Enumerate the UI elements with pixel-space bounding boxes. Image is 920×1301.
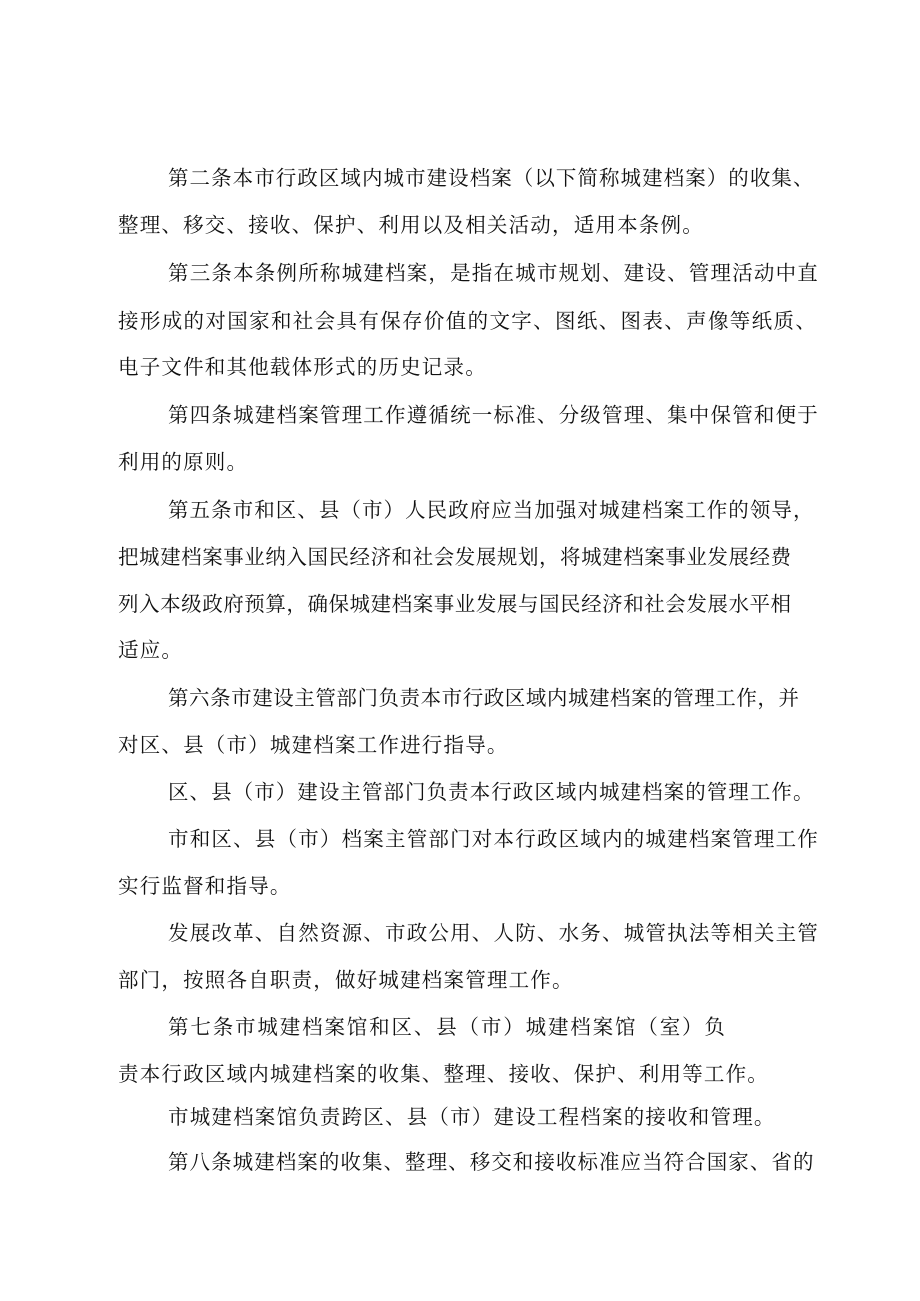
- article-7-line-2: 责本行政区域内城建档案的收集、整理、接收、保护、利用等工作。: [118, 1062, 769, 1086]
- article-5-line-1: 第五条市和区、县（市）人民政府应当加强对城建档案工作的领导，: [168, 498, 815, 522]
- article-3-line-1: 第三条本条例所称城建档案，是指在城市规划、建设、管理活动中直: [168, 261, 819, 285]
- article-6-para-2-line-1: 区、县（市）建设主管部门负责本行政区域内城建档案的管理工作。: [168, 780, 815, 804]
- article-7-para-2-line-1: 市城建档案馆负责跨区、县（市）建设工程档案的接收和管理。: [168, 1105, 776, 1129]
- article-5-line-3: 列入本级政府预算，确保城建档案事业发展与国民经济和社会发展水平相: [118, 592, 792, 616]
- article-8-line-1: 第八条城建档案的收集、整理、移交和接收标准应当符合国家、省的: [168, 1150, 815, 1174]
- article-6-para-4-line-2: 部门，按照各自职责，做好城建档案管理工作。: [118, 968, 574, 992]
- article-6-para-4-line-1: 发展改革、自然资源、市政公用、人防、水务、城管执法等相关主管: [168, 921, 819, 945]
- article-2-line-1: 第二条本市行政区域内城市建设档案（以下简称城建档案）的收集、: [168, 166, 815, 190]
- article-3-line-3: 电子文件和其他载体形式的历史记录。: [118, 355, 487, 379]
- article-4-line-2: 利用的原则。: [118, 450, 249, 474]
- article-3-line-2: 接形成的对国家和社会具有保存价值的文字、图纸、图表、声像等纸质、: [118, 309, 818, 333]
- article-5-line-4: 适应。: [118, 638, 184, 662]
- article-6-line-1: 第六条市建设主管部门负责本市行政区域内城建档案的管理工作，并: [168, 686, 800, 710]
- article-7-line-1: 第七条市城建档案馆和区、县（市）城建档案馆（室）负: [168, 1015, 727, 1039]
- article-4-line-1: 第四条城建档案管理工作遵循统一标准、分级管理、集中保管和便于: [168, 403, 819, 427]
- article-6-para-3-line-1: 市和区、县（市）档案主管部门对本行政区域内的城建档案管理工作: [168, 827, 819, 851]
- article-6-line-2: 对区、县（市）城建档案工作进行指导。: [118, 733, 509, 757]
- article-6-para-3-line-2: 实行监督和指导。: [118, 874, 292, 898]
- article-5-line-2: 把城建档案事业纳入国民经济和社会发展规划，将城建档案事业发展经费: [118, 545, 792, 569]
- article-2-line-2: 整理、移交、接收、保护、利用以及相关活动，适用本条例。: [118, 213, 704, 237]
